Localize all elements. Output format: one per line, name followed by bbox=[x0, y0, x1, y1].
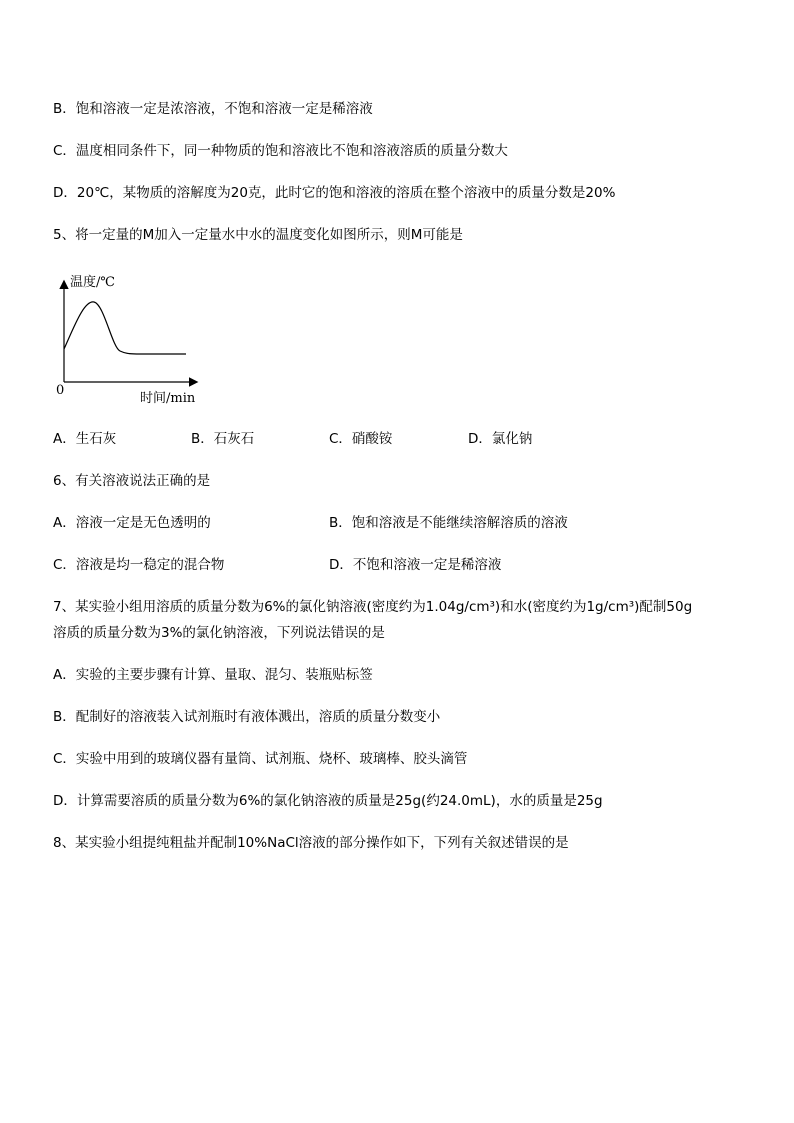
q7-option-d[interactable]: D．计算需要溶质的质量分数为6%的氯化钠溶液的质量是25g(约24.0mL)，水的质量是25g bbox=[53, 793, 603, 809]
question-7-line1: 7、某实验小组用溶质的质量分数为6%的氯化钠溶液(密度约为1.04g/cm³)和水(密度约为1g/cm³)配制50g bbox=[53, 599, 693, 615]
question-5: 5、将一定量的M加入一定量水中水的温度变化如图所示，则M可能是 bbox=[53, 227, 463, 243]
q5-option-c[interactable]: C．硝酸铵 bbox=[329, 431, 393, 447]
q7-option-b[interactable]: B．配制好的溶液装入试剂瓶时有液体溅出，溶质的质量分数变小 bbox=[53, 709, 441, 725]
question-6: 6、有关溶液说法正确的是 bbox=[53, 473, 211, 489]
question-7-line2: 溶质的质量分数为3%的氯化钠溶液，下列说法错误的是 bbox=[53, 625, 385, 641]
q6-option-c[interactable]: C．溶液是均一稳定的混合物 bbox=[53, 557, 225, 573]
q5-option-a[interactable]: A．生石灰 bbox=[53, 431, 117, 447]
option-c-statement: C．温度相同条件下，同一种物质的饱和溶液比不饱和溶液溶质的质量分数大 bbox=[53, 143, 508, 159]
graph-origin: 0 bbox=[56, 383, 65, 398]
option-d-statement: D．20℃，某物质的溶解度为20克，此时它的饱和溶液的溶质在整个溶液中的质量分数是20% bbox=[53, 185, 616, 201]
temperature-curve bbox=[64, 302, 186, 354]
graph-xlabel: 时间/min bbox=[140, 391, 196, 406]
q7-option-a[interactable]: A．实验的主要步骤有计算、量取、混匀、装瓶贴标签 bbox=[53, 667, 373, 683]
option-b-statement: B．饱和溶液一定是浓溶液，不饱和溶液一定是稀溶液 bbox=[53, 101, 373, 117]
q5-option-d[interactable]: D．氯化钠 bbox=[468, 431, 533, 447]
q6-option-d[interactable]: D．不饱和溶液一定是稀溶液 bbox=[329, 557, 502, 573]
q5-option-b[interactable]: B．石灰石 bbox=[191, 431, 255, 447]
temperature-graph bbox=[50, 262, 210, 412]
q7-option-c[interactable]: C．实验中用到的玻璃仪器有量筒、试剂瓶、烧杯、玻璃棒、胶头滴管 bbox=[53, 751, 468, 767]
question-8: 8、某实验小组提纯粗盐并配制10%NaCl溶液的部分操作如下，下列有关叙述错误的是 bbox=[53, 835, 569, 851]
graph-ylabel: 温度/℃ bbox=[70, 275, 115, 290]
q6-option-b[interactable]: B．饱和溶液是不能继续溶解溶质的溶液 bbox=[329, 515, 568, 531]
q6-option-a[interactable]: A．溶液一定是无色透明的 bbox=[53, 515, 211, 531]
